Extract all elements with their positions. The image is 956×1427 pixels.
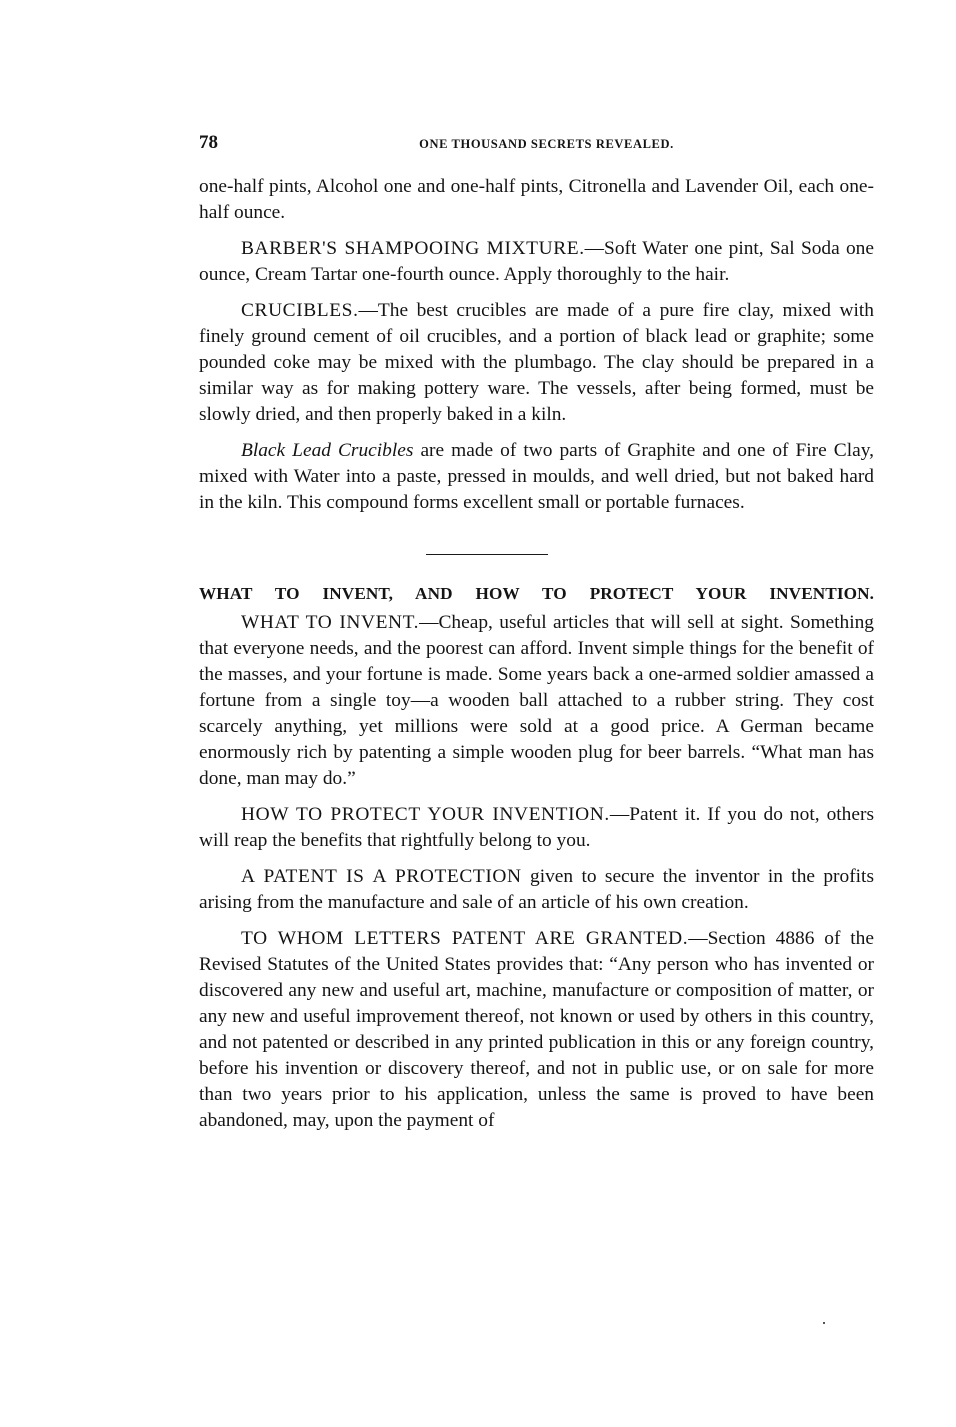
paragraph-lead: HOW TO PROTECT YOUR INVENTION. [241,804,610,825]
paragraph-what-to-invent [199,610,874,792]
body-text [199,174,874,1134]
section-body [199,610,874,1134]
paragraph-text: —Patent it. If you do not, others will reap the benefits that rightfully belong to you. [199,804,874,851]
paragraph-lead: TO WHOM LETTERS PATENT ARE GRANTED. [241,928,689,949]
page-number: 78 [199,132,218,153]
paragraph-lead: CRUCIBLES. [241,300,359,321]
section-heading: WHAT TO INVENT, AND HOW TO PROTECT YOUR INVENTION. [199,584,874,603]
paragraph-text: are made of two parts of Graphite and one of Fire Clay, mixed with Water into a paste, pressed in moulds, and well dried, but not baked hard in the kiln. This compound forms excellent small or portable furnaces. [199,440,874,513]
paragraph-lead: Black Lead Crucibles [241,440,414,461]
paragraph-text: —Cheap, useful articles that will sell at sight. Something that everyone needs, and the poorest can afford. Invent simple things for the benefit of the masses, and your fortune is made. Some years back a one-armed soldier amassed a fortune from a single toy—a wooden ball attached to a rubber string. They cost scarcely anything, yet millions were sold at a good price. A German became enormously rich by patenting a simple wooden plug for beer barrels. “What man has done, man may do.” [199,612,874,789]
paragraph-lead: WHAT TO INVENT. [241,612,420,633]
paragraph-lead: A PATENT IS A PROTECTION [241,866,522,887]
paragraph-text: —Section 4886 of the Revised Statutes of the United States provides that: “Any person who has invented or discovered any new and useful art, machine, manufacture or composition of matter, or any new and useful improvement thereof, not known or used by others in this country, and not patented or described in any printed publication in this or any foreign country, before his invention or discovery thereof, and not in public use, or on sale for more than two years prior to his application, unless the same is proved to have been abandoned, may, upon the payment of [199,928,874,1131]
paragraph-crucibles [199,298,874,428]
paragraph-text: —The best crucibles are made of a pure fire clay, mixed with finely ground cement of oil crucibles, and a portion of black lead or graphite; some pounded coke may be mixed with the plumbago. The clay should be prepared in a similar way as for making pottery ware. The vessels, after being formed, must be slowly dried, and then properly baked in a kiln. [199,300,874,425]
print-speck [823,1322,825,1324]
section-divider [426,554,548,555]
paragraph-barbers-shampooing [199,236,874,288]
running-head [199,131,874,159]
paragraph-letters-patent [199,926,874,1134]
paragraph-text: given to secure the inventor in the profits arising from the manufacture and sale of an article of his own creation. [199,866,874,913]
paragraph-lead: BARBER'S SHAMPOOING MIXTURE. [241,238,585,259]
paragraph-text: —Soft Water one pint, Sal Soda one ounce, Cream Tartar one-fourth ounce. Apply thoroughly to the hair. [199,238,874,285]
paragraph-black-lead-crucibles [199,438,874,516]
paragraph-patent-protection [199,864,874,916]
paragraph-text: one-half pints, Alcohol one and one-half pints, Citronella and Lavender Oil, each one-half ounce. [199,176,874,223]
paragraph-how-to-protect [199,802,874,854]
book-page [199,131,874,1134]
running-title: ONE THOUSAND SECRETS REVEALED. [419,137,674,151]
paragraph-continuation [199,174,874,226]
